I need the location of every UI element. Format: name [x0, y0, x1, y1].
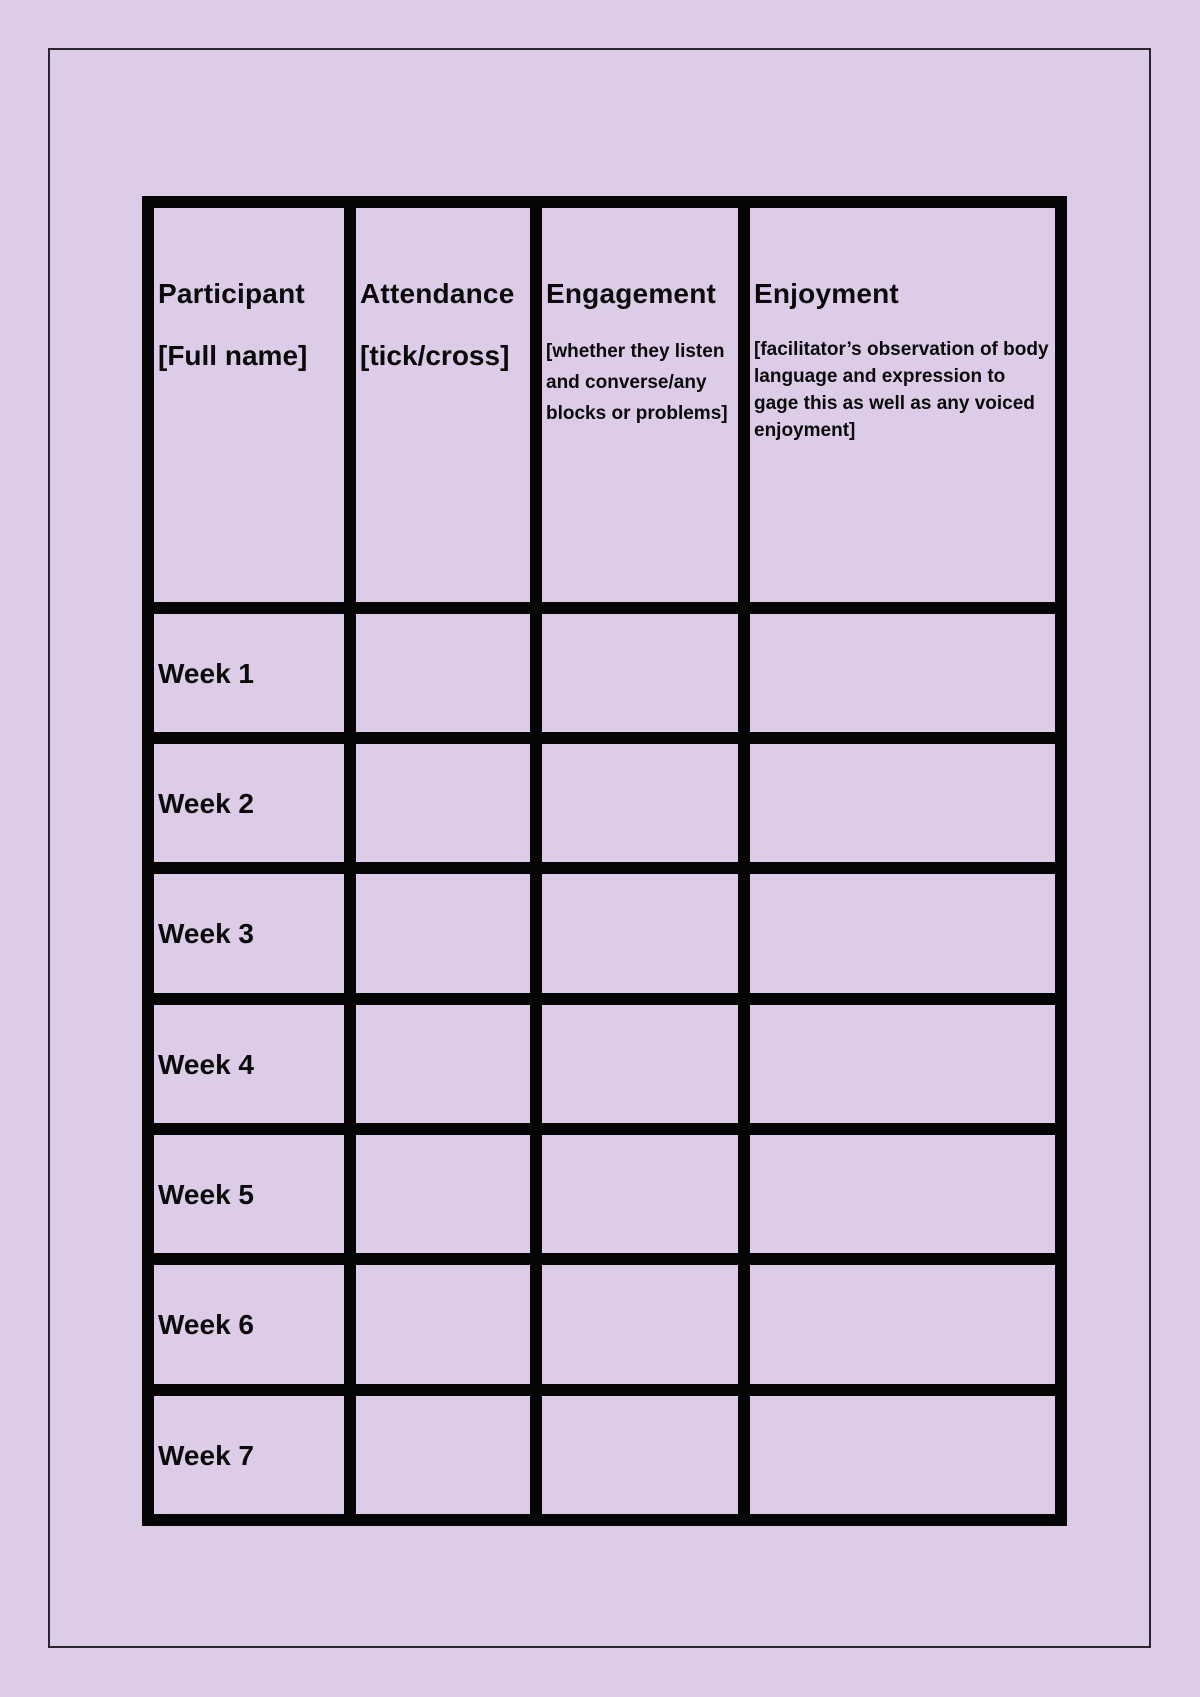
attendance-cell[interactable] [350, 608, 536, 738]
week-label: Week 2 [158, 788, 254, 820]
header-attendance [350, 202, 536, 608]
engagement-cell[interactable] [536, 868, 744, 998]
table-row [148, 738, 1061, 868]
week-label-cell [148, 1390, 350, 1520]
header-subtitle: [Full name] [158, 340, 308, 371]
week-label-cell [148, 738, 350, 868]
header-title: Attendance [360, 278, 515, 309]
week-label-cell [148, 1259, 350, 1389]
week-label: Week 7 [158, 1439, 254, 1471]
attendance-cell[interactable] [350, 1390, 536, 1520]
header-title: Participant [158, 278, 305, 309]
week-label: Week 4 [158, 1048, 254, 1080]
week-label: Week 1 [158, 657, 254, 689]
enjoyment-cell[interactable] [744, 868, 1061, 998]
header-row [148, 202, 1061, 608]
engagement-cell[interactable] [536, 608, 744, 738]
enjoyment-cell[interactable] [744, 608, 1061, 738]
enjoyment-cell[interactable] [744, 999, 1061, 1129]
table-row [148, 868, 1061, 998]
engagement-cell[interactable] [536, 999, 744, 1129]
attendance-cell[interactable] [350, 738, 536, 868]
table-row [148, 999, 1061, 1129]
header-subtitle: [facilitator’s observation of body language and expression to gage this as well as any voiced enjoyment] [754, 339, 1049, 441]
week-label: Week 3 [158, 918, 254, 950]
table-row [148, 1129, 1061, 1259]
engagement-cell[interactable] [536, 1259, 744, 1389]
header-subtitle: [tick/cross] [360, 340, 510, 371]
engagement-cell[interactable] [536, 1129, 744, 1259]
header-title: Enjoyment [754, 278, 899, 309]
week-label-cell [148, 999, 350, 1129]
engagement-cell[interactable] [536, 738, 744, 868]
attendance-cell[interactable] [350, 868, 536, 998]
header-subtitle: [whether they listen and converse/any blocks or problems] [546, 341, 728, 424]
week-label-cell [148, 868, 350, 998]
table-row [148, 1390, 1061, 1520]
header-participant [148, 202, 350, 608]
table-row [148, 608, 1061, 738]
enjoyment-cell[interactable] [744, 1390, 1061, 1520]
table-row [148, 1259, 1061, 1389]
week-label: Week 6 [158, 1309, 254, 1341]
week-label-cell [148, 608, 350, 738]
header-title: Engagement [546, 278, 717, 309]
engagement-cell[interactable] [536, 1390, 744, 1520]
attendance-cell[interactable] [350, 1259, 536, 1389]
header-enjoyment [744, 202, 1061, 608]
enjoyment-cell[interactable] [744, 1259, 1061, 1389]
week-label-cell [148, 1129, 350, 1259]
enjoyment-cell[interactable] [744, 1129, 1061, 1259]
header-engagement [536, 202, 744, 608]
week-label: Week 5 [158, 1179, 254, 1211]
enjoyment-cell[interactable] [744, 738, 1061, 868]
attendance-cell[interactable] [350, 1129, 536, 1259]
attendance-cell[interactable] [350, 999, 536, 1129]
participant-tracking-table [142, 196, 1067, 1526]
